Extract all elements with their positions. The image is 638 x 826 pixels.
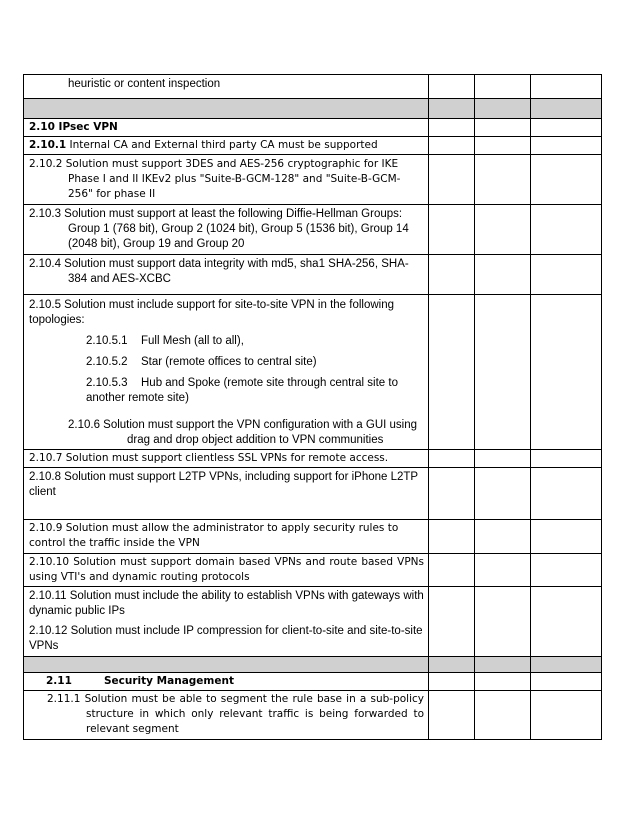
requirement-text: 2.10.4 Solution must support data integrity with md5, sha1 SHA-256, SHA-384 and AES-XCBC bbox=[29, 258, 409, 285]
sub-item bbox=[24, 355, 428, 370]
requirement-text: 2.10.10 Solution must support domain based VPNs and route based VPNs using VTI's and dynamic routing protocols bbox=[29, 556, 424, 583]
response-cell[interactable] bbox=[475, 468, 531, 520]
response-cell[interactable] bbox=[429, 295, 475, 450]
response-cell[interactable] bbox=[531, 468, 602, 520]
requirement-text: 2.11.1 Solution must be able to segment the rule base in a sub-policy structure in which only relevant traffic is being forwarded to relevant segment bbox=[47, 693, 424, 735]
table-row bbox=[24, 155, 602, 205]
requirements-table bbox=[23, 74, 602, 740]
response-cell[interactable] bbox=[475, 255, 531, 295]
requirement-text: 2.10.12 Solution must include IP compression for client-to-site and site-to-site VPNs bbox=[29, 625, 423, 652]
response-cell[interactable] bbox=[429, 520, 475, 554]
response-cell[interactable] bbox=[429, 554, 475, 587]
requirement-text: 2.10.8 Solution must support L2TP VPNs, including support for iPhone L2TP client bbox=[29, 471, 418, 498]
sub-item-number: 2.10.5.1 bbox=[86, 335, 128, 347]
response-cell[interactable] bbox=[429, 119, 475, 137]
response-cell[interactable] bbox=[531, 587, 602, 657]
response-cell[interactable] bbox=[429, 205, 475, 255]
sub-item bbox=[24, 376, 428, 406]
response-cell[interactable] bbox=[475, 673, 531, 691]
response-cell[interactable] bbox=[429, 587, 475, 657]
response-cell[interactable] bbox=[531, 295, 602, 450]
table-row bbox=[24, 137, 602, 155]
sub-item-number: 2.10.5.2 bbox=[86, 356, 128, 368]
table-row bbox=[24, 205, 602, 255]
sub-item-number: 2.10.5.3 bbox=[86, 377, 128, 389]
sub-item-text: Full Mesh (all to all), bbox=[141, 335, 244, 347]
table-row bbox=[24, 554, 602, 587]
table-row bbox=[24, 691, 602, 740]
sub-item-text: Star (remote offices to central site) bbox=[141, 356, 317, 368]
requirement-text: 2.10.3 Solution must support at least the following Diffie-Hellman Groups: Group 1 (768 bit), Group 2 (1024 bit), Group 5 (1536 bit), Group 14 (2048 bit), Group 19 and Group 20 bbox=[29, 208, 409, 250]
response-cell[interactable] bbox=[429, 450, 475, 468]
section-number: 2.11 bbox=[46, 675, 72, 687]
response-cell[interactable] bbox=[475, 587, 531, 657]
response-cell[interactable] bbox=[429, 468, 475, 520]
response-cell[interactable] bbox=[475, 155, 531, 205]
response-cell[interactable] bbox=[531, 520, 602, 554]
requirement-number: 2.10.1 bbox=[29, 139, 67, 151]
response-cell[interactable] bbox=[531, 137, 602, 155]
table-row bbox=[24, 520, 602, 554]
response-cell[interactable] bbox=[475, 75, 531, 99]
row-text: heuristic or content inspection bbox=[68, 78, 221, 90]
response-cell[interactable] bbox=[531, 119, 602, 137]
response-cell[interactable] bbox=[531, 205, 602, 255]
requirement-text: 2.10.6 Solution must support the VPN configuration with a GUI using drag and drop object addition to VPN communities bbox=[68, 419, 418, 446]
response-cell[interactable] bbox=[429, 155, 475, 205]
response-cell[interactable] bbox=[475, 691, 531, 740]
response-cell[interactable] bbox=[531, 691, 602, 740]
response-cell[interactable] bbox=[531, 450, 602, 468]
table-row bbox=[24, 468, 602, 520]
table-row bbox=[24, 450, 602, 468]
response-cell[interactable] bbox=[429, 691, 475, 740]
requirement-text: 2.10.9 Solution must allow the administrator to apply security rules to control the traffic inside the VPN bbox=[29, 522, 399, 549]
table-row bbox=[24, 295, 602, 450]
table-row bbox=[24, 255, 602, 295]
requirement-text: 2.10.2 Solution must support 3DES and AES-256 cryptographic for IKE Phase I and II IKEv2 plus "Suite-B-GCM-128" and "Suite-B-GCM-256" for phase II bbox=[29, 158, 401, 200]
section-heading-row bbox=[24, 673, 602, 691]
section-title: 2.10 IPsec VPN bbox=[29, 121, 118, 133]
shaded-separator-row bbox=[24, 99, 602, 119]
requirement-text: 2.10.11 Solution must include the ability to establish VPNs with gateways with dynamic public IPs bbox=[29, 590, 424, 617]
response-cell[interactable] bbox=[531, 155, 602, 205]
sub-item-text: Hub and Spoke (remote site through central site to another remote site) bbox=[86, 377, 398, 404]
requirement-text: Internal CA and External third party CA must be supported bbox=[69, 139, 378, 151]
table-row bbox=[24, 587, 602, 657]
response-cell[interactable] bbox=[475, 520, 531, 554]
requirement-text: 2.10.5 Solution must include support for site-to-site VPN in the following topologies: bbox=[29, 299, 394, 326]
section-title: Security Management bbox=[104, 675, 234, 687]
response-cell[interactable] bbox=[429, 255, 475, 295]
response-cell[interactable] bbox=[475, 295, 531, 450]
response-cell[interactable] bbox=[531, 75, 602, 99]
response-cell[interactable] bbox=[531, 255, 602, 295]
sub-item bbox=[24, 334, 428, 349]
shaded-separator-row bbox=[24, 657, 602, 673]
response-cell[interactable] bbox=[429, 75, 475, 99]
response-cell[interactable] bbox=[429, 137, 475, 155]
section-heading-row bbox=[24, 119, 602, 137]
requirement-text: 2.10.7 Solution must support clientless SSL VPNs for remote access. bbox=[29, 452, 389, 464]
response-cell[interactable] bbox=[531, 673, 602, 691]
response-cell[interactable] bbox=[475, 137, 531, 155]
response-cell[interactable] bbox=[475, 450, 531, 468]
response-cell[interactable] bbox=[475, 554, 531, 587]
response-cell[interactable] bbox=[531, 554, 602, 587]
response-cell[interactable] bbox=[475, 119, 531, 137]
table-row bbox=[24, 75, 602, 99]
response-cell[interactable] bbox=[429, 673, 475, 691]
response-cell[interactable] bbox=[475, 205, 531, 255]
